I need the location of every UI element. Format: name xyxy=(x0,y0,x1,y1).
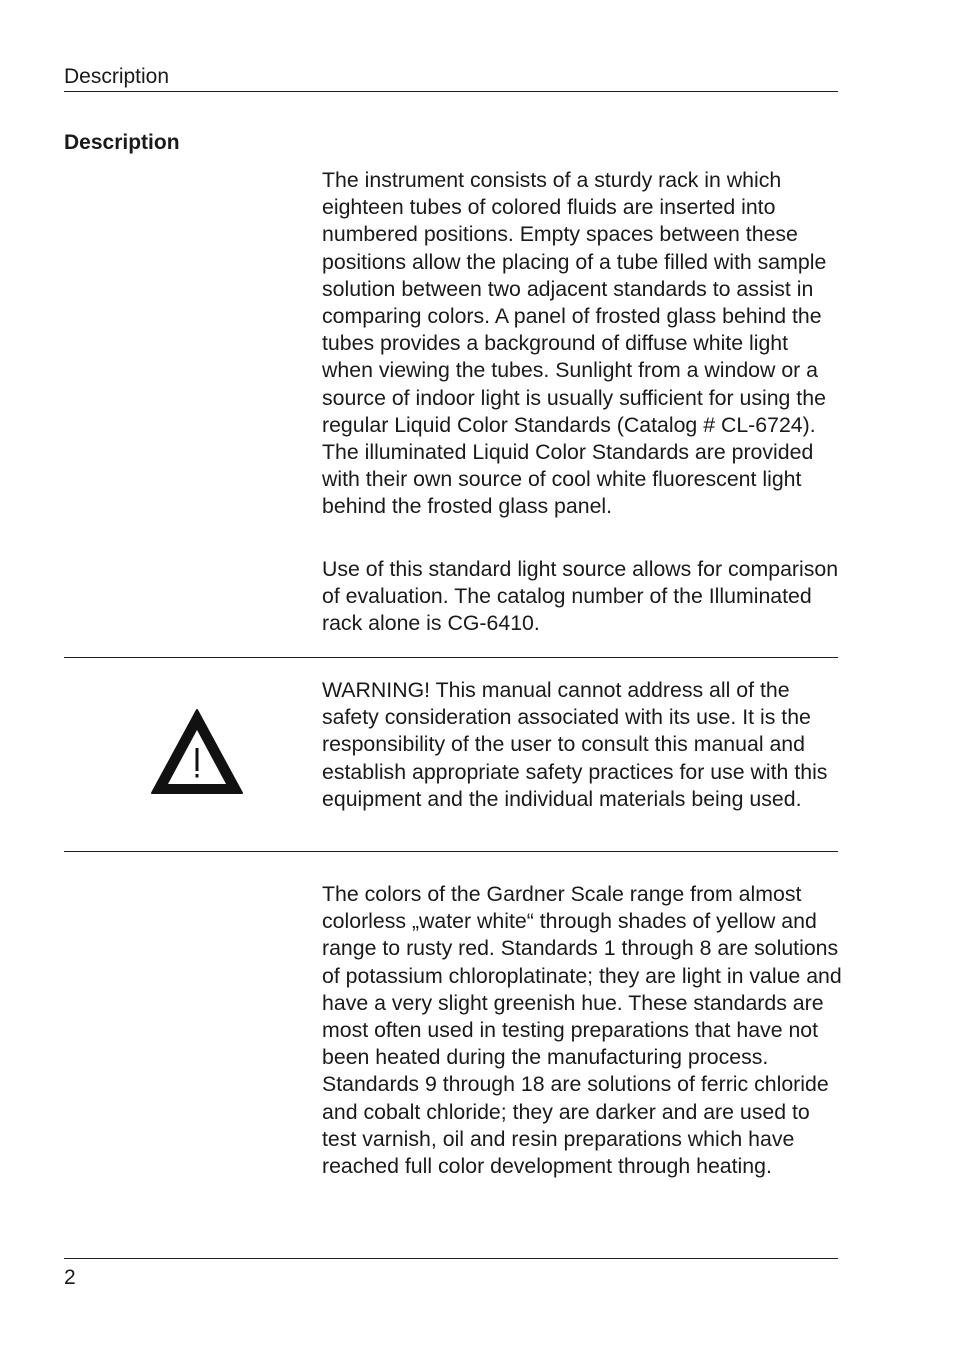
page-number: 2 xyxy=(64,1266,76,1289)
section-title: Description xyxy=(64,131,180,154)
divider-top-warning xyxy=(64,657,838,658)
gardner-scale-paragraph: The colors of the Gardner Scale range from almost colorless „water white“ through shades of yellow and range to rusty red. Standards 1 through 8 are solutions of potassium chloroplatinate; they are light in value and have a very slight greenish hue. These standards are most often used in testing preparations that have not been heated during the manufacturing process. Standards 9 through 18 are solutions of ferric chloride and cobalt chloride; they are darker and are used to test varnish, oil and resin preparations which have reached full color development through heating. xyxy=(322,882,842,1179)
footer-divider xyxy=(64,1258,838,1259)
running-header: Description xyxy=(64,64,838,92)
intro-paragraph: The instrument consists of a sturdy rack in which eighteen tubes of colored fluids are inserted into numbered positions. Empty spaces between these positions allow the placing of a tube filled with sample solution between two adjacent standards to assist in comparing colors. A panel of frosted glass behind the tubes provides a background of diffuse white light when viewing the tubes. Sunlight from a window or a source of indoor light is usually sufficient for using the regular Liquid Color Standards (Catalog # CL-6724). The illuminated Liquid Color Standards are provided with their own source of cool white fluorescent light behind the frosted glass panel. xyxy=(322,168,827,519)
divider-bottom-warning xyxy=(64,851,838,852)
warning-paragraph: WARNING! This manual cannot address all of the safety consideration associated with its use. It is the responsibility of the user to consult this manual and establish appropriate safety practices for use with this equipment and the individual materials being used. xyxy=(322,678,828,811)
light-source-paragraph: Use of this standard light source allows for comparison of evaluation. The catalog number of the Illuminated rack alone is CG-6410. xyxy=(322,557,839,636)
warning-triangle-icon xyxy=(150,708,244,796)
